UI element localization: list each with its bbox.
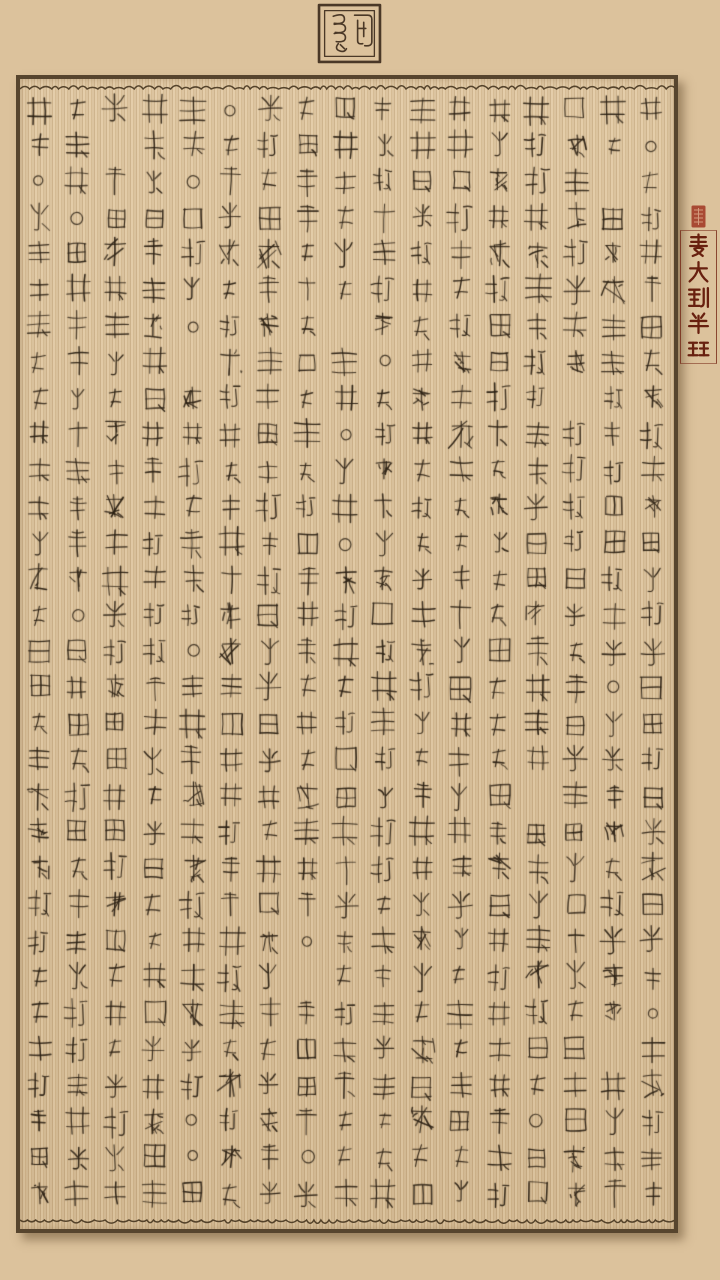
label-character [684, 310, 713, 335]
label-character [684, 259, 713, 284]
bottom-stitch-line [20, 1212, 674, 1228]
red-seal-icon [691, 205, 706, 228]
manuscript-text-canvas [20, 79, 674, 1229]
paper-area [20, 79, 674, 1229]
label-character [684, 233, 713, 258]
seal-inner-border [325, 11, 375, 57]
document-frame [16, 75, 678, 1233]
seal-glyphs [333, 15, 372, 52]
label-character [684, 285, 713, 310]
seal-outer-border [319, 5, 380, 62]
label-character [684, 336, 713, 361]
seal-stamp-icon [317, 3, 382, 64]
side-title-label [680, 230, 717, 364]
